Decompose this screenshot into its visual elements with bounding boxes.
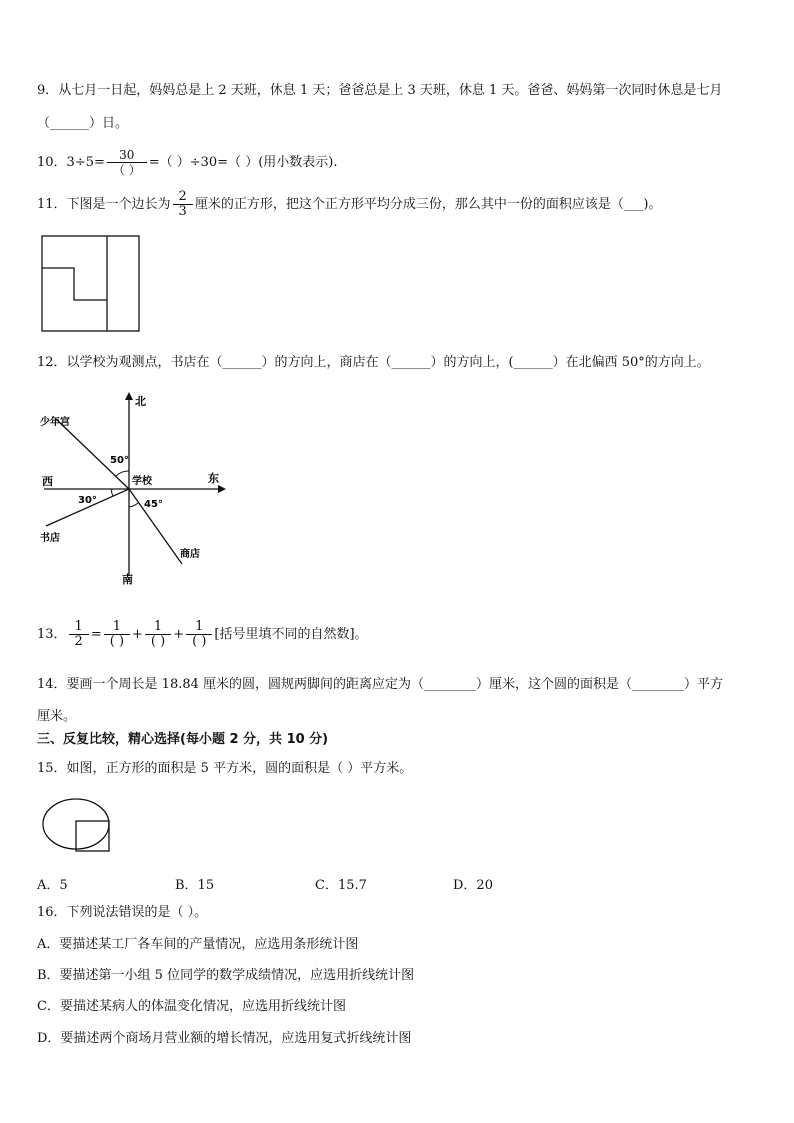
q15-option-b: B．15 xyxy=(175,878,215,893)
q15-option-d: D．20 xyxy=(453,878,493,893)
q13-suffix: [括号里填不同的自然数]。 xyxy=(214,627,368,642)
q16-option-b: B．要描述第一小组 5 位同学的数学成绩情况，应选用折线统计图 xyxy=(37,968,415,983)
q13-term-3-den: ( ) xyxy=(192,634,207,649)
label-bookstore: 书店 xyxy=(40,533,60,544)
q13-plus-2: + xyxy=(173,627,185,642)
label-west: 西 xyxy=(42,475,53,488)
q11 xyxy=(37,190,661,219)
q10-suffix: =（ ）÷30=（ ）(用小数表示). xyxy=(148,155,338,170)
q13-plus-1: + xyxy=(132,627,143,642)
q15-text: 15．如图，正方形的面积是 5 平方米，圆的面积是（ ）平方米。 xyxy=(37,761,413,776)
east-arrow-icon xyxy=(218,485,226,493)
north-arrow-icon xyxy=(125,392,133,400)
direction-diagram xyxy=(36,386,236,586)
label-angle-45: 45° xyxy=(144,499,163,510)
q13-lhs-num: 1 xyxy=(69,620,89,635)
label-shop: 商店 xyxy=(180,549,200,560)
q16-option-a: A．要描述某工厂各车间的产量情况，应选用条形统计图 xyxy=(37,937,359,952)
q13-term-1 xyxy=(104,620,130,649)
q9-line1: 9．从七月一日起，妈妈总是上 2 天班，休息 1 天；爸爸总是上 3 天班，休息 1 天。爸爸、妈妈第一次同时休息是七月 xyxy=(37,83,723,98)
q13-term-3 xyxy=(186,620,212,649)
q10-fraction xyxy=(107,148,147,177)
q13-term-1-den: ( ) xyxy=(109,634,125,649)
q15-option-a: A．5 xyxy=(37,878,68,893)
q9-line2: （______）日。 xyxy=(37,116,129,131)
section-3-title: 三、反复比较，精心选择(每小题 2 分，共 10 分) xyxy=(37,732,329,747)
q12-text: 12．以学校为观测点，书店在（______）的方向上，商店在（______）的方向上，(______）在北偏西 50°的方向上。 xyxy=(37,355,710,370)
label-school: 学校 xyxy=(132,476,152,487)
q13 xyxy=(37,620,368,649)
q10-frac-num: 30 xyxy=(107,148,147,163)
q14-line2: 厘米。 xyxy=(37,709,77,724)
q15-circle-square-figure xyxy=(40,797,116,857)
q10-frac-den: （ ） xyxy=(112,163,141,177)
angle-arc-30 xyxy=(111,489,113,496)
q13-term-3-num: 1 xyxy=(186,620,212,635)
q11-square-figure xyxy=(41,235,141,333)
label-angle-50: 50° xyxy=(110,455,129,466)
angle-arc-50 xyxy=(116,471,129,476)
q15-option-c: C．15.7 xyxy=(315,878,367,893)
q16-option-d: D．要描述两个商场月营业额的增长情况，应选用复式折线统计图 xyxy=(37,1031,412,1046)
label-north: 北 xyxy=(135,395,146,408)
q13-term-2-den: ( ) xyxy=(150,634,166,649)
q13-term-1-num: 1 xyxy=(104,620,130,635)
q10-prefix: 10．3÷5= xyxy=(37,155,105,170)
angle-arc-45 xyxy=(129,503,138,507)
q14-line1: 14．要画一个周长是 18.84 厘米的圆，圆规两脚间的距离应定为（________）厘米，这个圆的面积是（________）平方 xyxy=(37,677,724,692)
q10 xyxy=(37,148,337,177)
q11-suffix: 厘米的正方形，把这个正方形平均分成三份，那么其中一份的面积应该是（___)。 xyxy=(194,197,662,212)
label-youth-palace: 少年宫 xyxy=(40,417,70,428)
q11-fraction xyxy=(173,190,193,219)
label-angle-30: 30° xyxy=(78,495,97,506)
q13-lhs-fraction xyxy=(69,620,89,649)
q13-lhs-den: 2 xyxy=(74,634,83,649)
q13-eq: = xyxy=(90,627,102,642)
q11-frac-den: 3 xyxy=(178,204,187,219)
q16-text: 16．下列说法错误的是（ ）。 xyxy=(37,905,208,920)
youth-palace-line xyxy=(56,419,129,489)
q11-frac-num: 2 xyxy=(173,190,193,205)
q13-term-2 xyxy=(145,620,171,649)
q13-prefix: 13． xyxy=(37,627,67,642)
label-south: 南 xyxy=(122,573,133,586)
q13-term-2-num: 1 xyxy=(145,620,171,635)
q11-prefix: 11．下图是一个边长为 xyxy=(37,197,171,212)
label-east: 东 xyxy=(208,472,219,485)
q16-option-c: C．要描述某病人的体温变化情况，应选用折线统计图 xyxy=(37,999,346,1014)
